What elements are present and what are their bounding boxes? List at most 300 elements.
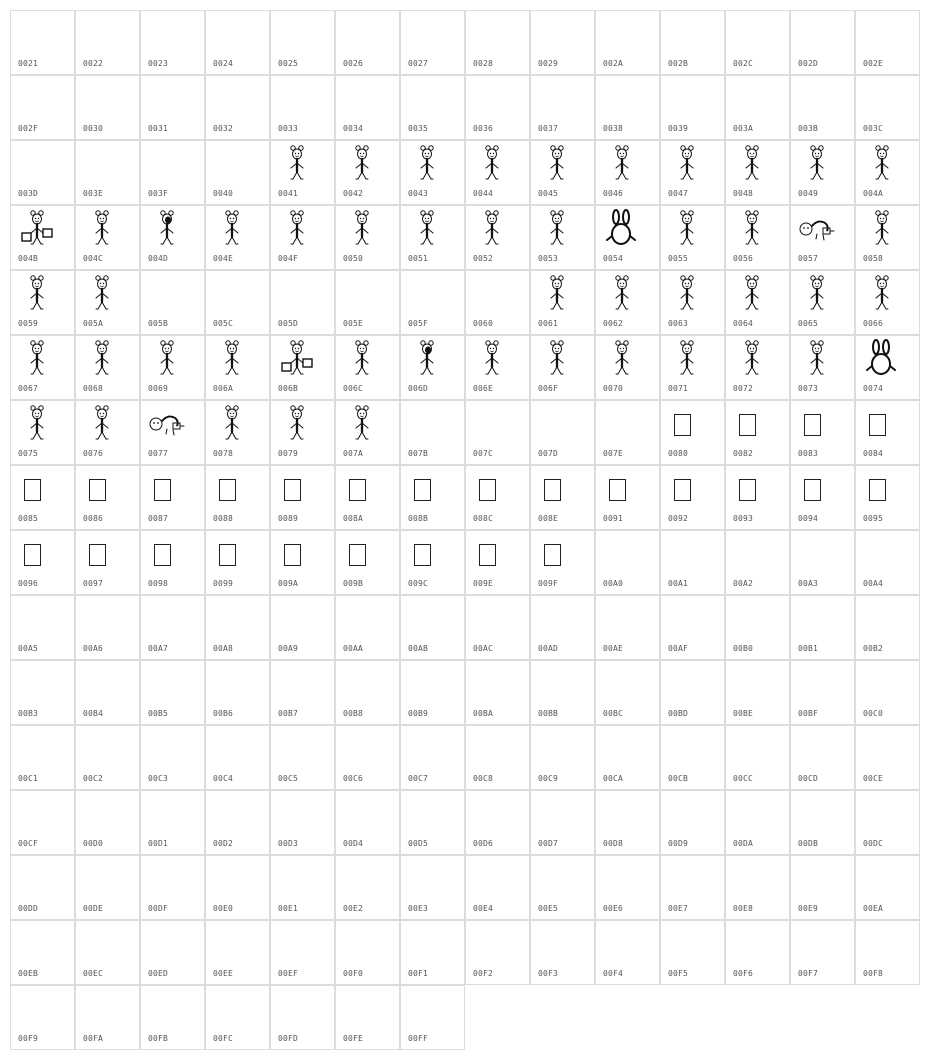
glyph-cell[interactable]	[530, 140, 595, 205]
glyph-cell[interactable]	[270, 270, 335, 335]
glyph-cell[interactable]	[270, 660, 335, 725]
glyph-cell[interactable]	[400, 790, 465, 855]
glyph-cell[interactable]	[790, 660, 855, 725]
glyph-cell[interactable]	[10, 140, 75, 205]
glyph-code-label: 00BF	[798, 709, 819, 718]
glyph-cell[interactable]	[465, 855, 530, 920]
glyph-cell[interactable]	[725, 400, 790, 465]
glyph-code-label: 0057	[798, 254, 819, 263]
glyph-cell[interactable]	[10, 985, 75, 1050]
glyph-cell[interactable]	[855, 595, 920, 660]
glyph-cell[interactable]	[270, 10, 335, 75]
glyph-cell[interactable]	[335, 530, 400, 595]
glyph-code-label: 00F6	[733, 969, 754, 978]
glyph-cell[interactable]	[205, 790, 270, 855]
glyph-cell[interactable]	[400, 335, 465, 400]
glyph-code-label: 0093	[733, 514, 754, 523]
glyph-code-label: 0048	[733, 189, 754, 198]
glyph-cell[interactable]	[400, 75, 465, 140]
glyph-cell[interactable]	[270, 400, 335, 465]
glyph-cell[interactable]	[595, 595, 660, 660]
glyph-cell[interactable]	[75, 985, 140, 1050]
glyph-code-label: 007D	[538, 449, 559, 458]
glyph-cell[interactable]	[595, 725, 660, 790]
glyph-cell[interactable]	[400, 205, 465, 270]
glyph-code-label: 00C8	[473, 774, 494, 783]
glyph-cell[interactable]	[725, 790, 790, 855]
glyph-cell[interactable]	[75, 335, 140, 400]
glyph-cell[interactable]	[335, 660, 400, 725]
glyph-code-label: 0025	[278, 59, 299, 68]
glyph-cell[interactable]	[660, 10, 725, 75]
glyph-cell[interactable]	[790, 595, 855, 660]
glyph-code-label: 0073	[798, 384, 819, 393]
glyph-cell[interactable]	[10, 855, 75, 920]
glyph-cell[interactable]	[10, 595, 75, 660]
glyph-code-label: 008E	[538, 514, 559, 523]
glyph-cell[interactable]	[10, 335, 75, 400]
glyph-cell[interactable]	[465, 205, 530, 270]
glyph-cell[interactable]	[140, 335, 205, 400]
glyph-cell[interactable]	[335, 335, 400, 400]
glyph-cell[interactable]	[205, 465, 270, 530]
glyph-cell[interactable]	[335, 985, 400, 1050]
glyph-cell[interactable]	[75, 75, 140, 140]
glyph-code-label: 00E4	[473, 904, 494, 913]
glyph-cell[interactable]	[465, 595, 530, 660]
glyph-cell[interactable]	[530, 75, 595, 140]
glyph-code-label: 00C6	[343, 774, 364, 783]
glyph-cell[interactable]	[725, 920, 790, 985]
glyph-cell[interactable]	[530, 725, 595, 790]
glyph-cell[interactable]	[140, 855, 205, 920]
glyph-code-label: 00BA	[473, 709, 494, 718]
glyph-cell[interactable]	[725, 140, 790, 205]
glyph-cell[interactable]	[400, 465, 465, 530]
glyph-code-label: 008A	[343, 514, 364, 523]
glyph-cell[interactable]	[140, 530, 205, 595]
glyph-code-label: 00B7	[278, 709, 299, 718]
glyph-cell[interactable]	[400, 855, 465, 920]
glyph-cell[interactable]	[855, 465, 920, 530]
glyph-code-label: 00A5	[18, 644, 39, 653]
glyph-cell[interactable]	[10, 920, 75, 985]
glyph-cell[interactable]	[855, 270, 920, 335]
glyph-cell[interactable]	[660, 400, 725, 465]
glyph-cell[interactable]	[465, 790, 530, 855]
glyph-code-label: 0079	[278, 449, 299, 458]
glyph-cell[interactable]	[855, 400, 920, 465]
glyph-code-label: 0037	[538, 124, 559, 133]
glyph-code-label: 0097	[83, 579, 104, 588]
glyph-cell[interactable]	[595, 140, 660, 205]
glyph-code-label: 006E	[473, 384, 494, 393]
glyph-code-label: 002E	[863, 59, 884, 68]
glyph-cell[interactable]	[75, 10, 140, 75]
glyph-cell[interactable]	[400, 920, 465, 985]
glyph-code-label: 004E	[213, 254, 234, 263]
glyph-cell[interactable]	[790, 10, 855, 75]
glyph-cell[interactable]	[530, 400, 595, 465]
glyph-code-label: 0052	[473, 254, 494, 263]
glyph-cell[interactable]	[75, 790, 140, 855]
glyph-cell[interactable]	[10, 205, 75, 270]
glyph-cell[interactable]	[725, 75, 790, 140]
glyph-code-label: 00F5	[668, 969, 689, 978]
glyph-cell[interactable]	[140, 465, 205, 530]
glyph-cell[interactable]	[140, 140, 205, 205]
glyph-code-label: 00FC	[213, 1034, 234, 1043]
glyph-cell[interactable]	[270, 790, 335, 855]
glyph-code-label: 00A1	[668, 579, 689, 588]
glyph-cell[interactable]	[270, 465, 335, 530]
glyph-cell[interactable]	[595, 335, 660, 400]
glyph-code-label: 0084	[863, 449, 884, 458]
glyph-cell[interactable]	[790, 205, 855, 270]
glyph-cell[interactable]	[75, 855, 140, 920]
glyph-cell[interactable]	[10, 75, 75, 140]
glyph-cell[interactable]	[660, 75, 725, 140]
glyph-cell[interactable]	[595, 400, 660, 465]
glyph-cell[interactable]	[595, 465, 660, 530]
glyph-cell[interactable]	[10, 10, 75, 75]
glyph-code-label: 002F	[18, 124, 39, 133]
glyph-cell[interactable]	[270, 75, 335, 140]
glyph-code-label: 0047	[668, 189, 689, 198]
glyph-code-label: 00E6	[603, 904, 624, 913]
glyph-cell[interactable]	[270, 530, 335, 595]
glyph-cell[interactable]	[725, 270, 790, 335]
glyph-cell[interactable]	[790, 855, 855, 920]
glyph-cell[interactable]	[335, 140, 400, 205]
glyph-code-label: 00AB	[408, 644, 429, 653]
glyph-code-label: 0068	[83, 384, 104, 393]
glyph-code-label: 0062	[603, 319, 624, 328]
glyph-cell[interactable]	[790, 725, 855, 790]
glyph-cell[interactable]	[400, 725, 465, 790]
glyph-cell[interactable]	[205, 335, 270, 400]
glyph-code-label: 00E3	[408, 904, 429, 913]
missing-glyph-box	[24, 544, 41, 566]
glyph-code-label: 0056	[733, 254, 754, 263]
glyph-cell[interactable]	[595, 10, 660, 75]
glyph-cell[interactable]	[660, 140, 725, 205]
glyph-cell[interactable]	[205, 985, 270, 1050]
glyph-cell[interactable]	[725, 855, 790, 920]
glyph-code-label: 00CE	[863, 774, 884, 783]
glyph-cell[interactable]	[10, 465, 75, 530]
glyph-code-label: 0066	[863, 319, 884, 328]
glyph-cell[interactable]	[855, 75, 920, 140]
glyph-cell[interactable]	[335, 595, 400, 660]
glyph-cell[interactable]	[660, 855, 725, 920]
glyph-cell[interactable]	[400, 10, 465, 75]
glyph-cell[interactable]	[465, 75, 530, 140]
glyph-code-label: 005E	[343, 319, 364, 328]
glyph-code-label: 0030	[83, 124, 104, 133]
glyph-cell[interactable]	[660, 660, 725, 725]
glyph-code-label: 00D3	[278, 839, 299, 848]
missing-glyph-box	[609, 479, 626, 501]
glyph-cell[interactable]	[855, 790, 920, 855]
glyph-cell[interactable]	[205, 660, 270, 725]
glyph-cell[interactable]	[595, 855, 660, 920]
glyph-cell[interactable]	[790, 335, 855, 400]
glyph-cell[interactable]	[140, 985, 205, 1050]
glyph-cell[interactable]	[400, 660, 465, 725]
glyph-cell[interactable]	[465, 530, 530, 595]
glyph-code-label: 0075	[18, 449, 39, 458]
glyph-cell[interactable]	[140, 790, 205, 855]
glyph-cell[interactable]	[400, 530, 465, 595]
glyph-cell[interactable]	[270, 335, 335, 400]
glyph-cell[interactable]	[205, 10, 270, 75]
glyph-cell[interactable]	[790, 400, 855, 465]
glyph-cell[interactable]	[660, 465, 725, 530]
glyph-cell[interactable]	[10, 725, 75, 790]
glyph-code-label: 0074	[863, 384, 884, 393]
glyph-cell[interactable]	[595, 75, 660, 140]
glyph-cell[interactable]	[335, 10, 400, 75]
glyph-cell[interactable]	[855, 10, 920, 75]
glyph-cell[interactable]	[725, 205, 790, 270]
glyph-code-label: 007A	[343, 449, 364, 458]
glyph-cell[interactable]	[140, 660, 205, 725]
glyph-cell[interactable]	[75, 400, 140, 465]
glyph-cell[interactable]	[335, 790, 400, 855]
glyph-cell[interactable]	[205, 595, 270, 660]
glyph-cell[interactable]	[205, 920, 270, 985]
missing-glyph-box	[739, 414, 756, 436]
glyph-cell[interactable]	[725, 725, 790, 790]
glyph-code-label: 004F	[278, 254, 299, 263]
glyph-cell[interactable]	[400, 595, 465, 660]
glyph-cell[interactable]	[595, 270, 660, 335]
glyph-cell[interactable]	[595, 660, 660, 725]
glyph-cell[interactable]	[400, 270, 465, 335]
glyph-cell[interactable]	[140, 920, 205, 985]
glyph-cell[interactable]	[530, 595, 595, 660]
glyph-cell[interactable]	[530, 660, 595, 725]
glyph-cell[interactable]	[75, 725, 140, 790]
glyph-cell[interactable]	[140, 75, 205, 140]
glyph-cell[interactable]	[75, 920, 140, 985]
glyph-code-label: 0071	[668, 384, 689, 393]
missing-glyph-box	[284, 544, 301, 566]
glyph-cell[interactable]	[660, 790, 725, 855]
glyph-cell[interactable]	[205, 725, 270, 790]
glyph-code-label: 006C	[343, 384, 364, 393]
glyph-cell[interactable]	[530, 205, 595, 270]
glyph-code-label: 0036	[473, 124, 494, 133]
glyph-cell[interactable]	[530, 270, 595, 335]
glyph-code-label: 00CF	[18, 839, 39, 848]
glyph-code-label: 00DD	[18, 904, 39, 913]
glyph-cell[interactable]	[530, 465, 595, 530]
glyph-cell[interactable]	[140, 725, 205, 790]
glyph-code-label: 00B0	[733, 644, 754, 653]
glyph-cell[interactable]	[75, 270, 140, 335]
glyph-code-label: 0045	[538, 189, 559, 198]
glyph-cell[interactable]	[335, 400, 400, 465]
glyph-cell[interactable]	[400, 400, 465, 465]
glyph-cell[interactable]	[725, 530, 790, 595]
glyph-cell[interactable]	[660, 335, 725, 400]
glyph-cell[interactable]	[205, 140, 270, 205]
glyph-cell[interactable]	[660, 205, 725, 270]
glyph-cell[interactable]	[725, 10, 790, 75]
glyph-cell[interactable]	[205, 855, 270, 920]
glyph-cell[interactable]	[270, 205, 335, 270]
glyph-code-label: 00B3	[18, 709, 39, 718]
glyph-cell[interactable]	[530, 855, 595, 920]
glyph-cell[interactable]	[270, 855, 335, 920]
glyph-cell[interactable]	[660, 595, 725, 660]
glyph-cell[interactable]	[335, 920, 400, 985]
glyph-cell[interactable]	[75, 205, 140, 270]
missing-glyph-box	[154, 544, 171, 566]
glyph-cell[interactable]	[335, 205, 400, 270]
glyph-cell[interactable]	[335, 75, 400, 140]
glyph-cell[interactable]	[75, 465, 140, 530]
glyph-cell[interactable]	[855, 920, 920, 985]
glyph-code-label: 0091	[603, 514, 624, 523]
glyph-code-label: 00C3	[148, 774, 169, 783]
glyph-cell[interactable]	[335, 465, 400, 530]
glyph-cell[interactable]	[530, 530, 595, 595]
glyph-cell[interactable]	[465, 10, 530, 75]
glyph-cell[interactable]	[790, 270, 855, 335]
glyph-code-label: 008B	[408, 514, 429, 523]
glyph-cell[interactable]	[725, 465, 790, 530]
glyph-cell[interactable]	[465, 140, 530, 205]
glyph-cell[interactable]	[140, 205, 205, 270]
missing-glyph-box	[544, 479, 561, 501]
glyph-cell[interactable]	[530, 335, 595, 400]
glyph-cell[interactable]	[205, 75, 270, 140]
glyph-cell[interactable]	[465, 920, 530, 985]
glyph-cell[interactable]	[595, 790, 660, 855]
glyph-cell[interactable]	[465, 660, 530, 725]
glyph-code-label: 003A	[733, 124, 754, 133]
glyph-code-label: 0039	[668, 124, 689, 133]
glyph-cell[interactable]	[335, 725, 400, 790]
glyph-code-label: 006F	[538, 384, 559, 393]
glyph-cell[interactable]	[10, 400, 75, 465]
glyph-cell[interactable]	[855, 335, 920, 400]
glyph-cell[interactable]	[270, 920, 335, 985]
glyph-cell[interactable]	[465, 335, 530, 400]
glyph-cell[interactable]	[465, 400, 530, 465]
glyph-cell[interactable]	[465, 465, 530, 530]
glyph-code-label: 00F3	[538, 969, 559, 978]
glyph-cell[interactable]	[205, 205, 270, 270]
glyph-cell[interactable]	[790, 140, 855, 205]
glyph-cell[interactable]	[75, 660, 140, 725]
glyph-cell[interactable]	[855, 530, 920, 595]
glyph-cell[interactable]	[595, 920, 660, 985]
glyph-cell[interactable]	[790, 75, 855, 140]
glyph-cell[interactable]	[595, 530, 660, 595]
glyph-cell[interactable]	[270, 725, 335, 790]
glyph-cell[interactable]	[335, 855, 400, 920]
glyph-cell[interactable]	[140, 10, 205, 75]
glyph-cell[interactable]	[335, 270, 400, 335]
glyph-code-label: 00FF	[408, 1034, 429, 1043]
glyph-cell[interactable]	[465, 270, 530, 335]
glyph-cell[interactable]	[75, 140, 140, 205]
glyph-code-label: 0053	[538, 254, 559, 263]
glyph-cell[interactable]	[855, 205, 920, 270]
glyph-cell[interactable]	[725, 660, 790, 725]
glyph-cell[interactable]	[790, 790, 855, 855]
glyph-cell[interactable]	[75, 595, 140, 660]
glyph-cell[interactable]	[10, 270, 75, 335]
glyph-cell[interactable]	[660, 920, 725, 985]
glyph-cell[interactable]	[855, 725, 920, 790]
glyph-cell[interactable]	[855, 660, 920, 725]
glyph-cell[interactable]	[530, 920, 595, 985]
glyph-code-label: 00DB	[798, 839, 819, 848]
glyph-cell[interactable]	[270, 140, 335, 205]
glyph-code-label: 0064	[733, 319, 754, 328]
glyph-cell[interactable]	[75, 530, 140, 595]
glyph-cell[interactable]	[10, 530, 75, 595]
glyph-cell[interactable]	[270, 595, 335, 660]
glyph-cell[interactable]	[140, 400, 205, 465]
glyph-cell[interactable]	[855, 855, 920, 920]
glyph-code-label: 002D	[798, 59, 819, 68]
glyph-cell[interactable]	[205, 530, 270, 595]
glyph-cell[interactable]	[205, 270, 270, 335]
glyph-code-label: 0028	[473, 59, 494, 68]
glyph-code-label: 00C4	[213, 774, 234, 783]
glyph-cell[interactable]	[205, 400, 270, 465]
glyph-code-label: 00FE	[343, 1034, 364, 1043]
glyph-code-label: 006A	[213, 384, 234, 393]
glyph-cell[interactable]	[400, 140, 465, 205]
glyph-code-label: 0067	[18, 384, 39, 393]
glyph-cell[interactable]	[790, 920, 855, 985]
glyph-cell[interactable]	[790, 465, 855, 530]
glyph-cell[interactable]	[595, 205, 660, 270]
glyph-cell[interactable]	[725, 335, 790, 400]
glyph-cell[interactable]	[465, 725, 530, 790]
glyph-cell[interactable]	[660, 270, 725, 335]
glyph-cell[interactable]	[660, 530, 725, 595]
glyph-cell[interactable]	[530, 790, 595, 855]
glyph-cell[interactable]	[270, 985, 335, 1050]
glyph-cell[interactable]	[660, 725, 725, 790]
glyph-code-label: 00B4	[83, 709, 104, 718]
glyph-cell[interactable]	[140, 595, 205, 660]
missing-glyph-box	[219, 479, 236, 501]
glyph-code-label: 006D	[408, 384, 429, 393]
glyph-code-label: 00CC	[733, 774, 754, 783]
glyph-cell[interactable]	[140, 270, 205, 335]
glyph-code-label: 00B6	[213, 709, 234, 718]
glyph-cell[interactable]	[400, 985, 465, 1050]
glyph-code-label: 00B2	[863, 644, 884, 653]
glyph-cell[interactable]	[790, 530, 855, 595]
glyph-cell[interactable]	[530, 10, 595, 75]
glyph-code-label: 00BC	[603, 709, 624, 718]
glyph-cell[interactable]	[10, 790, 75, 855]
glyph-cell[interactable]	[10, 660, 75, 725]
glyph-cell[interactable]	[725, 595, 790, 660]
glyph-cell[interactable]	[855, 140, 920, 205]
missing-glyph-box	[284, 479, 301, 501]
